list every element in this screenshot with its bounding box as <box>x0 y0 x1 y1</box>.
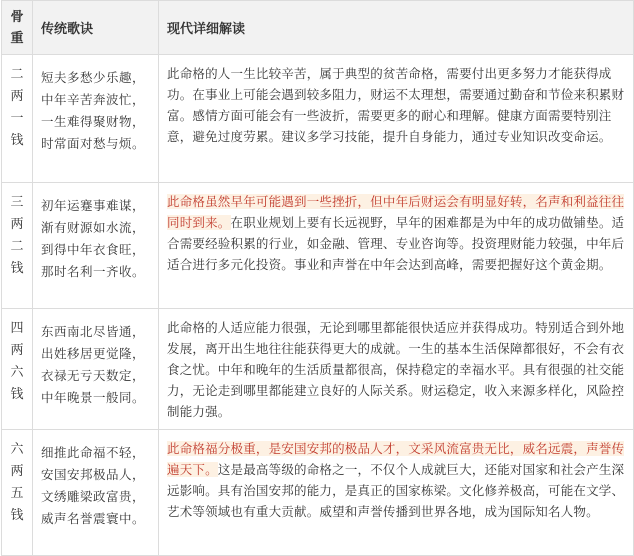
table-header-row <box>2 1 634 55</box>
highlighted-text: 此命格虽然早年可能遇到一些挫折，但中年后财运会有明显好转，名声和利益往往同时到来。 <box>167 194 625 230</box>
interpretation-cell <box>159 309 634 430</box>
interpretation-text: 这是最高等级的命格之一，不仅个人成就巨大，还能对国家和社会产生深远影响。具有治国安邦的能力，是真正的国家栋梁。文化修养极高，可能在文学、艺术等领域也有重大贡献。威望和声誉传播到世界各地，成为国际知名人物。 <box>167 462 625 519</box>
table-row <box>2 55 634 183</box>
header-bone-weight: 骨 重 <box>2 1 33 55</box>
interpretation-text: 在职业规划上要有长远视野，早年的困难都是为中年的成功做铺垫。适合需要经验积累的行业，如金融、管理、专业咨询等。投资理财能力较强，中年后适合进行多元化投资。事业和声誉在中年会达到高峰，需要把握好这个黄金期。 <box>167 215 625 272</box>
interpretation-text: 此命格的人一生比较辛苦，属于典型的贫苦命格，需要付出更多努力才能获得成功。在事业上可能会遇到较多阻力，财运不太理想，需要通过勤奋和节俭来积累财富。感情方面可能会有一些波折，需要更多的耐心和理解。健康方面需要特别注意，避免过度劳累。建议多学习技能，提升自身能力，通过专业知识改变命运。 <box>167 66 625 144</box>
highlighted-text: 此命格福分极重，是安国安邦的极品人才，文采风流富贵无比，威名远震，声誉传遍天下。 <box>167 441 625 477</box>
table-row <box>2 309 634 430</box>
interpretation-text: 此命格的人适应能力很强，无论到哪里都能很快适应并获得成功。特别适合到外地发展，离开出生地往往能获得更大的成就。一生的基本生活保障都很好，不会有衣食之忧。中年和晚年的生活质量都很高，保持稳定的幸福水平。具有很强的社交能力，无论走到哪里都能建立良好的人际关系。财运稳定，收入来源多样化，风险控制能力强。 <box>167 320 625 419</box>
verse-cell: 初年运蹇事难谋， 渐有财源如水流， 到得中年衣食旺， 那时名利一齐收。 <box>33 183 159 309</box>
verse-cell: 东西南北尽皆通， 出姓移居更觉隆， 衣禄无亏天数定， 中年晚景一般同。 <box>33 309 159 430</box>
bone-weight-cell: 四 两 六 钱 <box>2 309 33 430</box>
bone-weight-cell: 二 两 一 钱 <box>2 55 33 183</box>
table-row <box>2 183 634 309</box>
verse-cell: 短夫多愁少乐趣， 中年辛苦奔波忙， 一生难得聚财物， 时常面对愁与烦。 <box>33 55 159 183</box>
interpretation-cell <box>159 430 634 556</box>
bone-weight-cell: 六 两 五 钱 <box>2 430 33 556</box>
verse-cell: 细推此命福不轻， 安国安邦极品人， 文绣雕梁政富贵， 威声名誉震寰中。 <box>33 430 159 556</box>
header-modern-interpretation: 现代详细解读 <box>159 1 634 55</box>
bone-weight-cell: 三 两 二 钱 <box>2 183 33 309</box>
header-traditional-verse: 传统歌诀 <box>33 1 159 55</box>
fortune-table <box>1 0 634 556</box>
interpretation-cell <box>159 55 634 183</box>
table-row <box>2 430 634 556</box>
interpretation-cell <box>159 183 634 309</box>
